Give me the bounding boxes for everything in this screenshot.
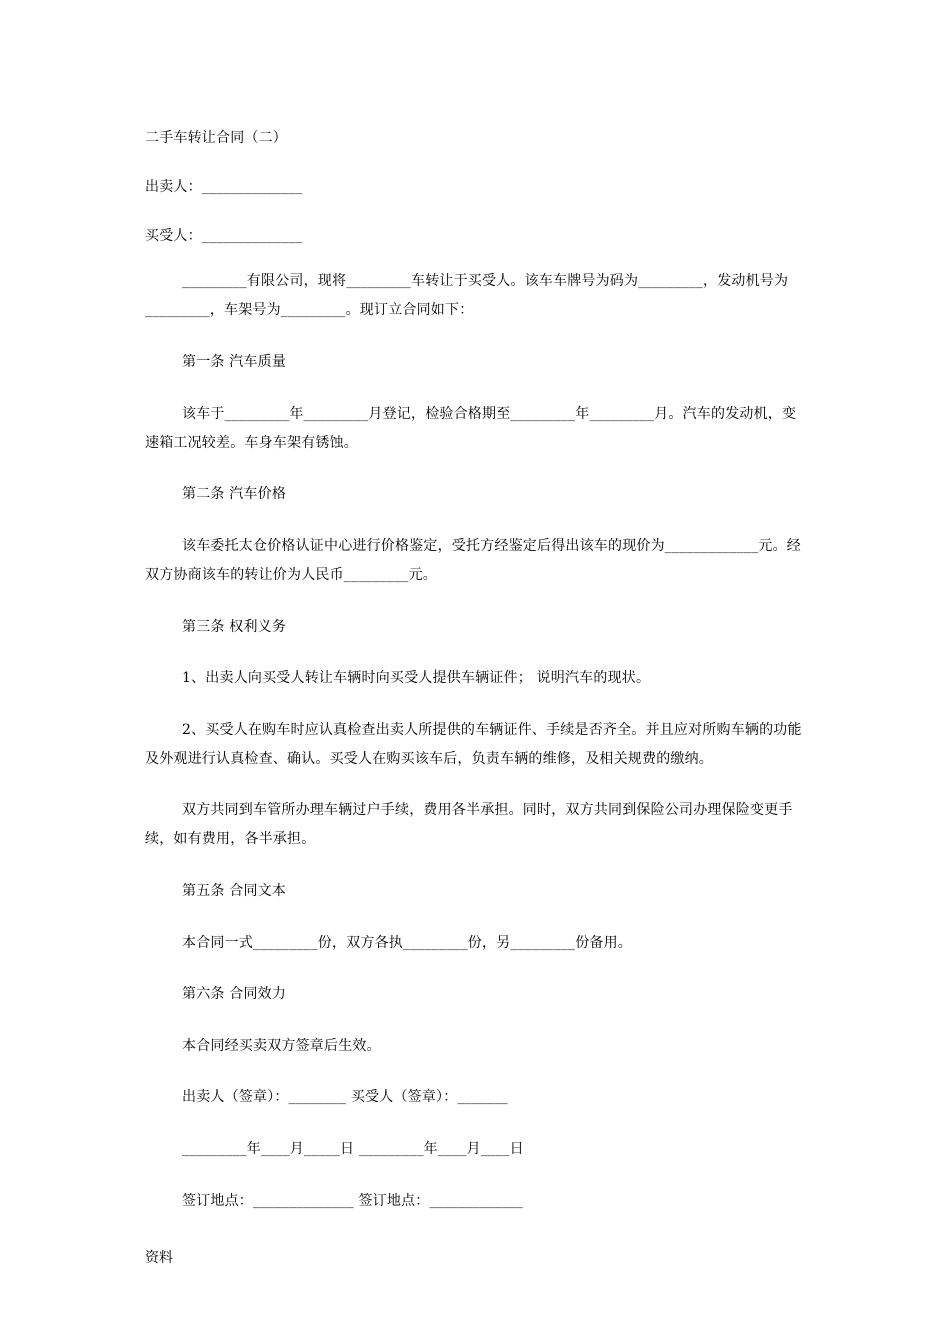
seller-line: 出卖人：______________ [145,179,303,195]
article3-item2-line-2: 及外观进行认真检查、确认。买受人在购买该车后，负责车辆的维修，及相关规费的缴纳。 [145,751,713,767]
transfer-text-1: 双方共同到车管所办理车辆过户手续，费用各半承担。同时，双方共同到保险公司办理保险变更手 [182,802,793,818]
article2-heading: 第二条 汽车价格 [182,486,287,502]
article2-text-2: 双方协商该车的转让价为人民币_________元。 [145,567,437,583]
place-line: 签订地点：______________ 签订地点：_____________ [182,1193,524,1209]
footer-label: 资料 [145,1250,173,1266]
article3-heading: 第三条 权利义务 [182,619,287,635]
transfer-text-2: 续，如有费用，各半承担。 [145,831,316,847]
intro-line-2: _________，车架号为_________。现订立合同如下： [145,302,474,318]
article6-heading: 第六条 合同效力 [182,986,287,1002]
article5-text: 本合同一式_________份，双方各执_________份，另_________份备用。 [182,935,632,951]
article5-heading: 第五条 合同文本 [182,883,287,899]
article3-item2-line-1: 2、买受人在购车时应认真检查出卖人所提供的车辆证件、手续是否齐全。并且应对所购车辆的功能 [182,722,802,738]
article6-text: 本合同经买卖双方签章后生效。 [182,1038,381,1054]
buyer-line: 买受人：______________ [145,228,303,244]
signature-line: 出卖人（签章）：________ 买受人（签章）：_______ [182,1089,508,1105]
article1-heading: 第一条 汽车质量 [182,354,287,370]
article2-text-1: 该车委托太仓价格认证中心进行价格鉴定，受托方经鉴定后得出该车的现价为_____________元。经 [182,538,801,554]
page-title: 二手车转让合同（二） [145,130,287,146]
date-line: _________年____月_____日 _________年____月____日 [182,1141,524,1157]
intro-line-1: _________有限公司，现将_________车转让于买受人。该车车牌号为码为_________，发动机号为 [182,273,789,289]
article1-text-2: 速箱工况较差。车身车架有锈蚀。 [145,435,358,451]
article1-text-1: 该车于_________年_________月登记，检验合格期至_________年_________月。汽车的发动机，变 [182,406,797,422]
article3-item1: 1、出卖人向买受人转让车辆时向买受人提供车辆证件； 说明汽车的现状。 [182,670,651,686]
